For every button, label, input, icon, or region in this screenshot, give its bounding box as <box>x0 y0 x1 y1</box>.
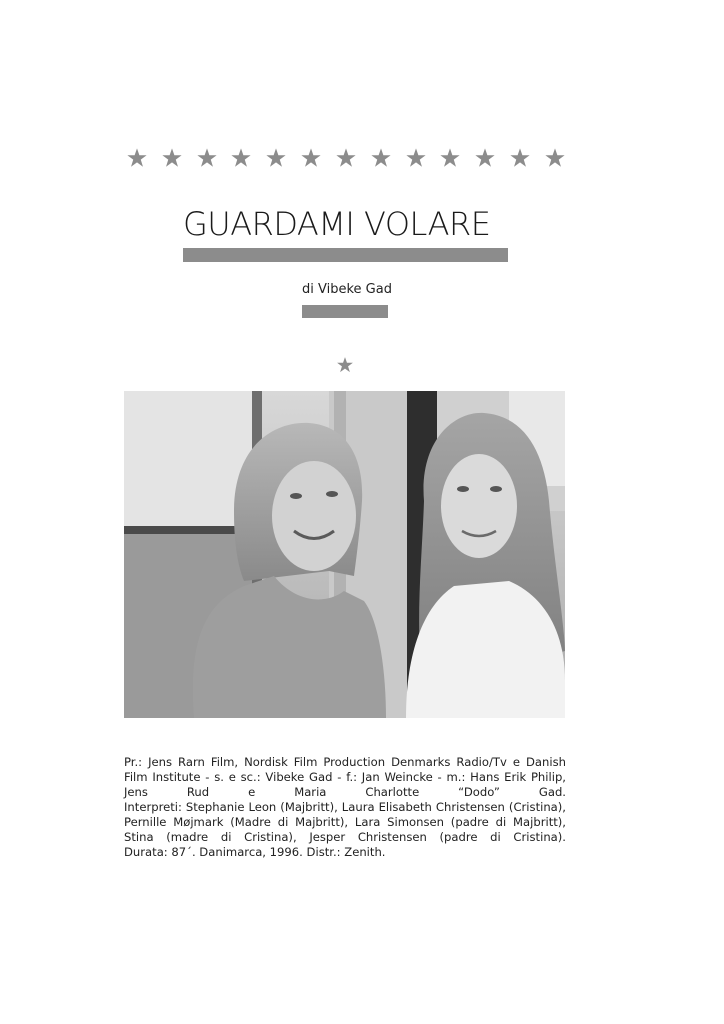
page-title: GUARDAMI VOLARE <box>183 205 491 243</box>
star-icon <box>544 147 566 169</box>
film-info: Durata: 87´. Danimarca, 1996. Distr.: Zenith. <box>124 845 386 859</box>
credits-block <box>124 755 566 860</box>
star-icon <box>439 147 461 169</box>
star-icon <box>161 147 183 169</box>
star-icon <box>126 147 148 169</box>
director-credit: di Vibeke Gad <box>302 282 392 297</box>
star-icon <box>196 147 218 169</box>
star-icon <box>336 356 354 374</box>
star-icon <box>370 147 392 169</box>
title-underline-bar <box>183 248 508 262</box>
stars-row <box>126 144 566 172</box>
star-icon <box>265 147 287 169</box>
star-icon <box>300 147 322 169</box>
director-underline-bar <box>302 305 388 318</box>
production-credits: Pr.: Jens Rarn Film, Nordisk Film Production Denmarks Radio/Tv e Danish Film Institute - s. e sc.: Vibeke Gad - f.: Jan Weincke - m.: Hans Erik Philip, Jens Rud e Maria Charlotte “Dodo” Gad. <box>124 755 566 799</box>
star-icon <box>474 147 496 169</box>
star-icon <box>335 147 357 169</box>
star-icon <box>405 147 427 169</box>
star-icon <box>509 147 531 169</box>
cast-credits: Interpreti: Stephanie Leon (Majbritt), Laura Elisabeth Christensen (Cristina), Pernille Møjmark (Madre di Majbritt), Lara Simonsen (padre di Majbritt), Stina (madre di Cristina), Jesper Christensen (padre di Cristina). <box>124 800 566 844</box>
star-icon <box>230 147 252 169</box>
still-photo <box>124 391 565 718</box>
